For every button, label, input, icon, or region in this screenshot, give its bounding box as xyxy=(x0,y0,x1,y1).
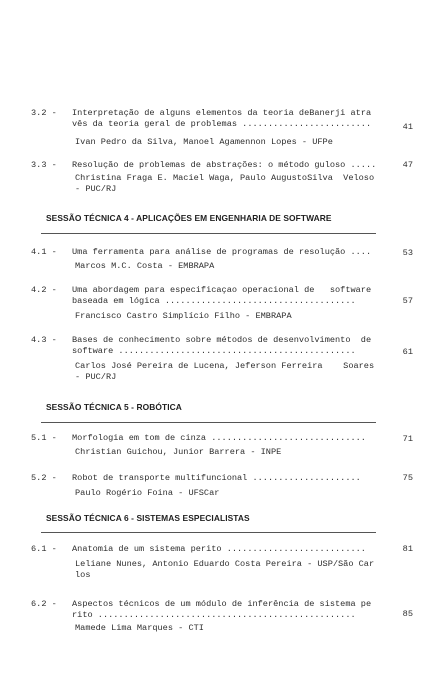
entry-title: Resolução de problemas de abstrações: o método guloso ..... xyxy=(72,160,377,170)
entry-page: 47 xyxy=(402,160,413,170)
entry-title: Interpretação de alguns elementos da teoria deBanerji atra vês da teoria geral de problemas ......................... xyxy=(72,108,372,129)
entry-page: 57 xyxy=(402,296,413,306)
entry-number: 6.2 - xyxy=(31,599,57,609)
section-heading: SESSÃO TÉCNICA 6 - SISTEMAS ESPECIALISTAS xyxy=(46,513,250,523)
entry-number: 3.3 - xyxy=(31,160,57,170)
entry-page: 75 xyxy=(402,473,413,483)
entry-page: 71 xyxy=(402,434,413,444)
entry-title: Uma ferramenta para análise de programas de resolução .... xyxy=(72,247,372,257)
entry-page: 41 xyxy=(402,122,413,132)
section-heading: SESSÃO TÉCNICA 5 - ROBÓTICA xyxy=(46,402,182,412)
entry-authors: Christina Fraga E. Maciel Waga, Paulo AugustoSilva Veloso - PUC/RJ xyxy=(75,173,375,194)
entry-authors: Mamede Lima Marques - CTI xyxy=(75,623,204,633)
divider xyxy=(41,422,376,423)
divider xyxy=(41,532,376,533)
entry-number: 6.1 - xyxy=(31,544,57,554)
entry-title: Uma abordagem para especificaçao operacional de software baseada em lógica ..................................... xyxy=(72,285,372,306)
entry-authors: Francisco Castro Simplício Filho - EMBRAPA xyxy=(75,311,292,321)
entry-authors: Leliane Nunes, Antonio Eduardo Costa Pereira - USP/São Car los xyxy=(75,559,375,580)
entry-number: 4.1 - xyxy=(31,247,57,257)
entry-title: Morfologia em tom de cinza .............................. xyxy=(72,433,366,443)
entry-page: 81 xyxy=(402,544,413,554)
divider xyxy=(41,233,376,234)
entry-page: 85 xyxy=(402,609,413,619)
entry-number: 3.2 - xyxy=(31,108,57,118)
entry-number: 4.2 - xyxy=(31,285,57,295)
entry-number: 5.2 - xyxy=(31,473,57,483)
entry-page: 61 xyxy=(402,347,413,357)
entry-title: Anatomia de um sistema perito ........................... xyxy=(72,544,366,554)
entry-title: Bases de conhecimento sobre métodos de desenvolvimento de software .............................................. xyxy=(72,335,372,356)
entry-number: 5.1 - xyxy=(31,433,57,443)
entry-title: Aspectos técnicos de um módulo de inferência de sistema pe rito .................................................. xyxy=(72,599,372,620)
entry-authors: Carlos José Pereira de Lucena, Jeferson Ferreira Soares - PUC/RJ xyxy=(75,361,375,382)
section-heading: SESSÃO TÉCNICA 4 - APLICAÇÕES EM ENGENHARIA DE SOFTWARE xyxy=(46,213,332,223)
entry-number: 4.3 - xyxy=(31,335,57,345)
entry-authors: Ivan Pedro da Silva, Manoel Agamennon Lopes - UFPe xyxy=(75,137,333,147)
entry-page: 53 xyxy=(402,248,413,258)
entry-authors: Christian Guichou, Junior Barrera - INPE xyxy=(75,447,282,457)
entry-authors: Marcos M.C. Costa - EMBRAPA xyxy=(75,261,215,271)
entry-title: Robot de transporte multifuncional ..................... xyxy=(72,473,361,483)
entry-authors: Paulo Rogério Foina - UFSCar xyxy=(75,488,220,498)
